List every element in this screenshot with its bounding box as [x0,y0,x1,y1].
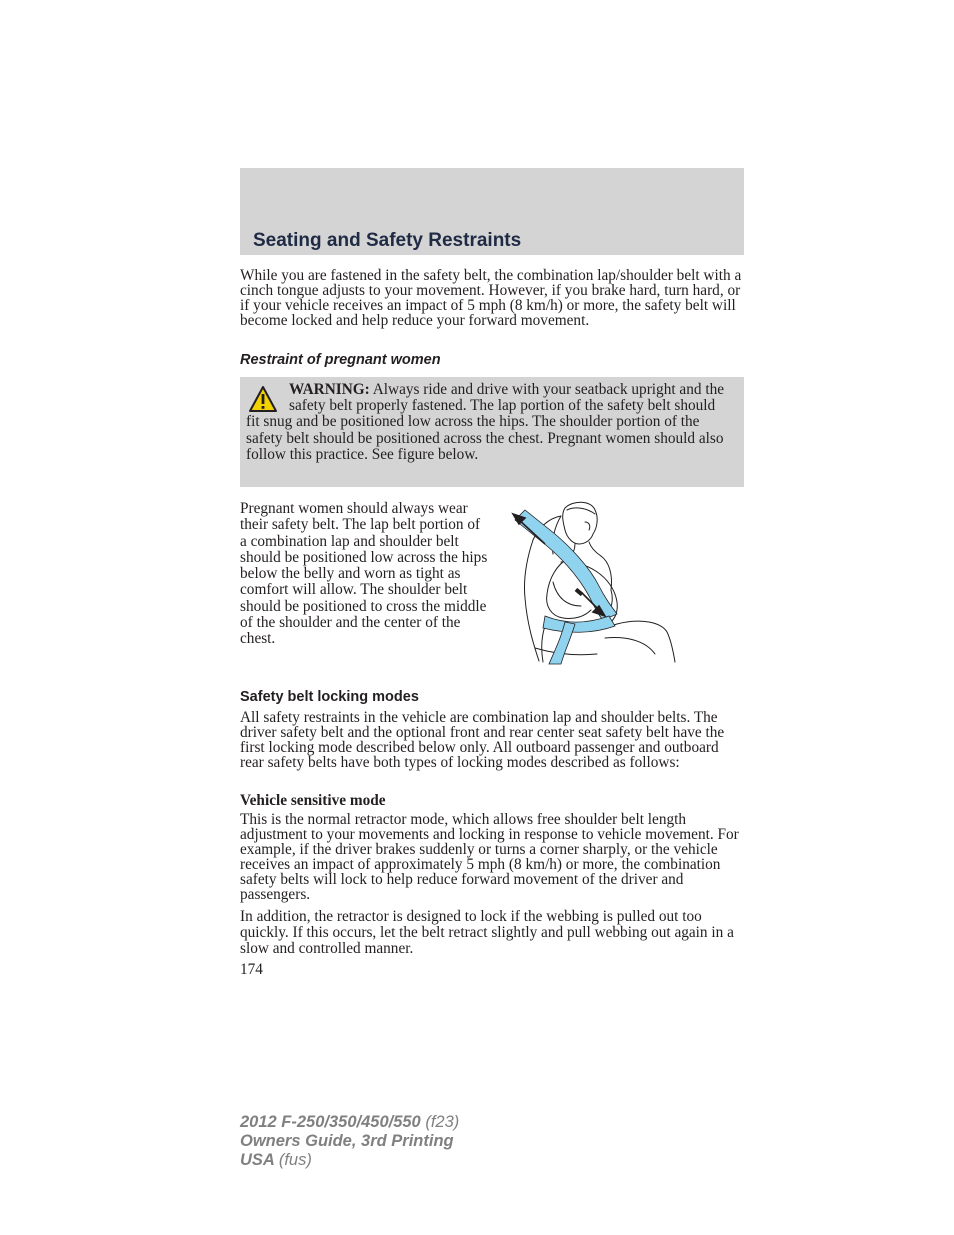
vehicle-sensitive-mode-paragraph: This is the normal retractor mode, which allows free shoulder belt length adjustment to your movements and locking in response to vehicle movement. For example, if the driver brakes suddenly or turns a corner sharply, or the vehicle receives an impact of approximately 5 mph (8 km/h) or more, the combination safety belts will lock to help reduce forward movement of the driver and passengers. [240,811,739,903]
warning-box [240,377,744,487]
page-title: Seating and Safety Restraints [253,230,522,251]
page-number: 174 [240,961,263,978]
locking-body-paragraph: All safety restraints in the vehicle are combination lap and shoulder belts. The driver safety belt and the optional front and rear center seat safety belt have the first locking mode described below only. All outboard passenger and outboard rear safety belts have both types of locking modes described as follows: [240,709,725,771]
vehicle-sensitive-mode-label: Vehicle sensitive mode [240,792,386,809]
warning-body: Always ride and drive with your seatback upright and the safety belt properly fastened. The lap portion of the safety belt should fit snug and be positioned low across the hips. The shoulder portion of the safety belt should be positioned across the chest. Pregnant women should also follow this practice. See figure below. [246,381,725,463]
section-heading-locking: Safety belt locking modes [240,689,419,705]
pregnant-woman-seatbelt-illustration [505,498,685,666]
footer-model: 2012 F-250/350/450/550 [240,1113,421,1131]
retractor-paragraph: In addition, the retractor is designed to lock if the webbing is pulled out too quickly. If this occurs, let the belt retract slightly and pull webbing out again in a slow and controlled manner. [240,908,734,957]
warning-text [246,382,730,463]
pregnant-body-paragraph: Pregnant women should always wear their safety belt. The lap belt portion of a combination lap and shoulder belt should be positioned low across the hips below the belly and worn as tight as comfort will allow. The shoulder belt should be positioned to cross the middle of the shoulder and the center of the chest. [240,500,488,648]
header-band [240,168,744,255]
footer-line-3 [240,1151,459,1170]
footer-line-1 [240,1113,459,1132]
footer-line-2: Owners Guide, 3rd Printing [240,1132,454,1150]
intro-paragraph: While you are fastened in the safety belt, the combination lap/shoulder belt with a cinch tongue adjusts to your movement. However, if you brake hard, turn hard, or if your vehicle receives an impact of 5 mph (8 km/h) or more, the safety belt will become locked and help reduce your forward movement. [240,267,742,329]
footer [240,1113,459,1170]
footer-market-code: (fus) [278,1151,312,1169]
footer-model-code: (f23) [425,1113,460,1131]
section-heading-pregnant: Restraint of pregnant women [240,352,441,368]
footer-market: USA [240,1151,275,1169]
warning-label: WARNING: [289,381,370,398]
